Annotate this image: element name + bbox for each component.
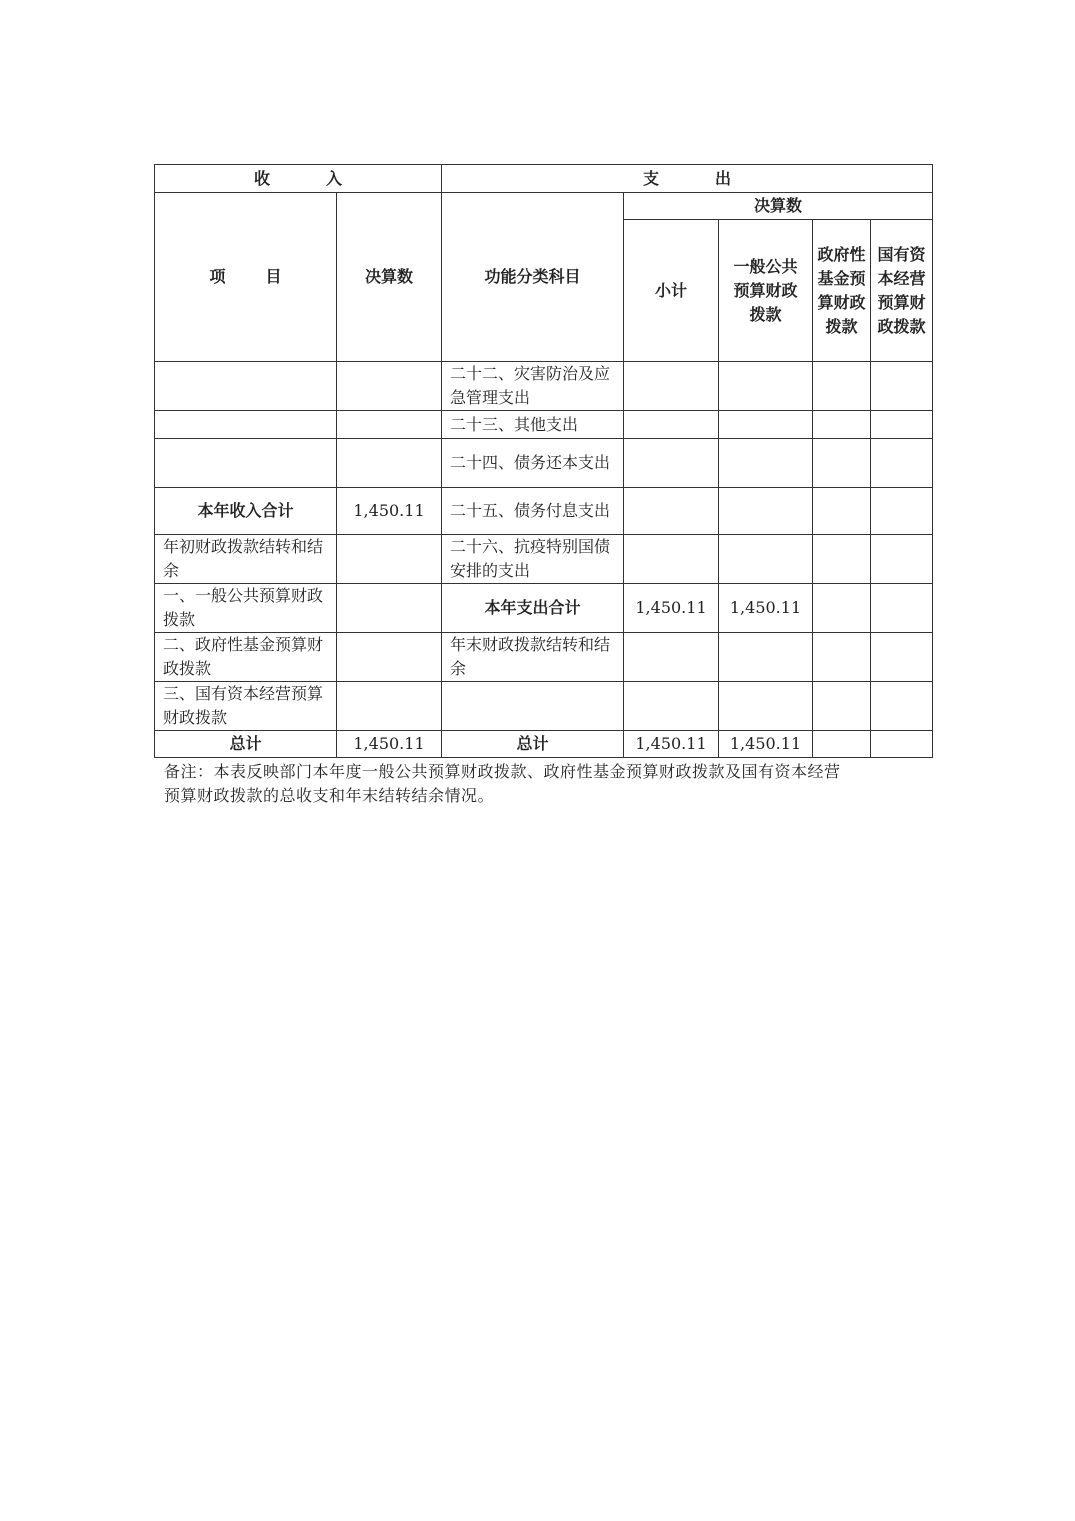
gov-fund-cell — [813, 633, 871, 682]
fiscal-appropriation-table — [154, 164, 933, 758]
general-budget-cell — [719, 633, 813, 682]
expense-item-cell: 二十五、债务付息支出 — [442, 488, 624, 535]
income-item-cell — [155, 362, 337, 411]
state-capital-cell — [871, 633, 933, 682]
subtotal-cell — [624, 488, 719, 535]
general-budget-cell — [719, 439, 813, 488]
income-value-cell — [337, 682, 442, 731]
general-budget-total-value: 1,450.11 — [719, 731, 813, 758]
state-capital-cell — [871, 584, 933, 633]
expense-item-cell: 年末财政拨款结转和结余 — [442, 633, 624, 682]
state-capital-total-value — [871, 731, 933, 758]
income-value-cell — [337, 584, 442, 633]
income-item-cell — [155, 411, 337, 439]
income-item-cell: 年初财政拨款结转和结余 — [155, 535, 337, 584]
general-budget-cell — [719, 488, 813, 535]
general-budget-cell — [719, 682, 813, 731]
subtotal-cell — [624, 439, 719, 488]
state-capital-cell — [871, 439, 933, 488]
income-total-value: 1,450.11 — [337, 731, 442, 758]
gov-fund-cell — [813, 439, 871, 488]
income-value-cell — [337, 535, 442, 584]
general-budget-cell — [719, 535, 813, 584]
subtotal-column-header: 小计 — [624, 220, 719, 362]
income-item-cell — [155, 439, 337, 488]
general-budget-column-header: 一般公共预算财政拨款 — [719, 220, 813, 362]
expense-section-header: 支 出 — [442, 165, 933, 193]
subtotal-cell — [624, 411, 719, 439]
table-row — [155, 362, 933, 411]
income-value-cell — [337, 633, 442, 682]
income-item-cell: 本年收入合计 — [155, 488, 337, 535]
final-amount-group-header: 决算数 — [624, 193, 933, 220]
expense-item-cell: 二十六、抗疫特别国债安排的支出 — [442, 535, 624, 584]
table-row — [155, 535, 933, 584]
general-budget-cell: 1,450.11 — [719, 584, 813, 633]
state-capital-column-header: 国有资本经营预算财政拨款 — [871, 220, 933, 362]
income-value-cell — [337, 439, 442, 488]
expense-item-cell: 本年支出合计 — [442, 584, 624, 633]
subtotal-total-value: 1,450.11 — [624, 731, 719, 758]
gov-fund-cell — [813, 488, 871, 535]
income-section-header: 收 入 — [155, 165, 442, 193]
income-item-cell: 二、政府性基金预算财政拨款 — [155, 633, 337, 682]
function-category-column-header: 功能分类科目 — [442, 193, 624, 362]
income-value-cell — [337, 362, 442, 411]
general-budget-cell — [719, 411, 813, 439]
gov-fund-cell — [813, 411, 871, 439]
table-row — [155, 584, 933, 633]
state-capital-cell — [871, 535, 933, 584]
gov-fund-cell — [813, 362, 871, 411]
expense-total-label: 总计 — [442, 731, 624, 758]
note-line-2: 预算财政拨款的总收支和年末结转结余情况。 — [164, 786, 495, 805]
table-row — [155, 633, 933, 682]
table-row — [155, 411, 933, 439]
gov-fund-cell — [813, 535, 871, 584]
item-column-header: 项 目 — [155, 193, 337, 362]
income-amount-column-header: 决算数 — [337, 193, 442, 362]
table-row — [155, 439, 933, 488]
state-capital-cell — [871, 411, 933, 439]
state-capital-cell — [871, 488, 933, 535]
general-budget-cell — [719, 362, 813, 411]
expense-item-cell: 二十二、灾害防治及应急管理支出 — [442, 362, 624, 411]
subtotal-cell: 1,450.11 — [624, 584, 719, 633]
gov-fund-column-header: 政府性基金预算财政拨款 — [813, 220, 871, 362]
income-item-cell: 一、一般公共预算财政拨款 — [155, 584, 337, 633]
gov-fund-cell — [813, 682, 871, 731]
income-value-cell: 1,450.11 — [337, 488, 442, 535]
expense-item-cell — [442, 682, 624, 731]
note-line-1: 备注：本表反映部门本年度一般公共预算财政拨款、政府性基金预算财政拨款及国有资本经营 — [164, 762, 841, 781]
subtotal-cell — [624, 682, 719, 731]
subtotal-cell — [624, 362, 719, 411]
income-value-cell — [337, 411, 442, 439]
total-row — [155, 731, 933, 758]
state-capital-cell — [871, 682, 933, 731]
gov-fund-total-value — [813, 731, 871, 758]
state-capital-cell — [871, 362, 933, 411]
expense-item-cell: 二十四、债务还本支出 — [442, 439, 624, 488]
income-total-label: 总计 — [155, 731, 337, 758]
expense-item-cell: 二十三、其他支出 — [442, 411, 624, 439]
subtotal-cell — [624, 535, 719, 584]
table-row — [155, 488, 933, 535]
income-item-cell: 三、国有资本经营预算财政拨款 — [155, 682, 337, 731]
gov-fund-cell — [813, 584, 871, 633]
table-note — [164, 760, 924, 808]
table-row — [155, 682, 933, 731]
subtotal-cell — [624, 633, 719, 682]
